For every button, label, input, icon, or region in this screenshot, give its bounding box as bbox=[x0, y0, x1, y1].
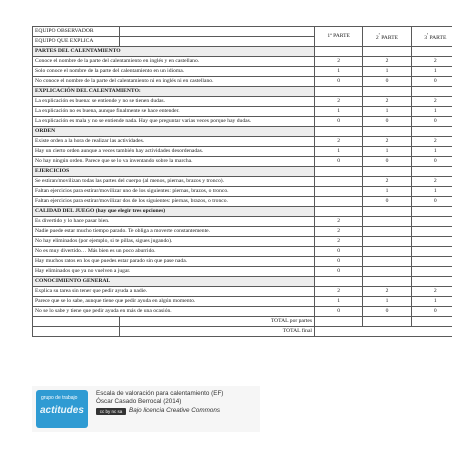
score-cell-part-2[interactable] bbox=[363, 227, 411, 237]
criterion-row bbox=[33, 147, 452, 157]
part-3-label: PARTE bbox=[429, 34, 447, 41]
section-header-row bbox=[33, 87, 452, 97]
section-header-row bbox=[33, 167, 452, 177]
section-part-cell bbox=[411, 277, 452, 287]
section-header-row bbox=[33, 207, 452, 217]
section-title: ORDEN bbox=[33, 127, 315, 137]
score-cell-part-1[interactable]: 2 bbox=[315, 227, 363, 237]
score-cell-part-1[interactable]: 2 bbox=[315, 237, 363, 247]
score-cell-part-1[interactable]: 1 bbox=[315, 297, 363, 307]
criterion-row bbox=[33, 237, 452, 247]
score-cell-part-2[interactable]: 0 bbox=[363, 307, 411, 317]
total-final-value[interactable] bbox=[315, 327, 452, 337]
score-cell-part-3[interactable]: 1 bbox=[411, 147, 452, 157]
total-by-parts-part-2[interactable] bbox=[363, 317, 411, 327]
credit-title: Escala de valoración para calentamiento (EF) bbox=[96, 390, 224, 397]
section-part-cell bbox=[363, 277, 411, 287]
criterion-row bbox=[33, 257, 452, 267]
score-cell-part-2[interactable]: 2 bbox=[363, 177, 411, 187]
criterion-text: No hay eliminados (por ejemplo, si te pillas, sigues jugando). bbox=[33, 237, 315, 247]
logo-top-text: grupo de trabajo bbox=[41, 395, 78, 401]
score-cell-part-1[interactable] bbox=[315, 197, 363, 207]
credit-text bbox=[96, 390, 223, 415]
criterion-row bbox=[33, 287, 452, 297]
criterion-text: No conoce el nombre de la parte del calentamiento ni en inglés ni en castellano. bbox=[33, 77, 315, 87]
criterion-row bbox=[33, 157, 452, 167]
section-part-cell bbox=[411, 167, 452, 177]
section-title: PARTES DEL CALENTAMIENTO bbox=[33, 47, 315, 57]
score-cell-part-3[interactable]: 1 bbox=[411, 67, 452, 77]
criterion-text: Es divertido y lo hace pasar bien. bbox=[33, 217, 315, 227]
score-cell-part-3[interactable]: 0 bbox=[411, 77, 452, 87]
section-title: CONOCIMIENTO GENERAL bbox=[33, 277, 315, 287]
score-cell-part-2[interactable]: 1 bbox=[363, 147, 411, 157]
criterion-text: Solo conoce el nombre de la parte del calentamiento en un idioma. bbox=[33, 67, 315, 77]
criterion-text: La explicación es mala y no se entiende nada. Hay que preguntar varias veces porque hay dudas. bbox=[33, 117, 315, 127]
score-cell-part-3[interactable] bbox=[411, 257, 452, 267]
criterion-row bbox=[33, 97, 452, 107]
total-spacer bbox=[33, 327, 120, 337]
total-final-row bbox=[33, 327, 452, 337]
score-cell-part-3[interactable]: 2 bbox=[411, 287, 452, 297]
total-final-label: TOTAL final bbox=[120, 327, 315, 337]
section-part-cell bbox=[411, 127, 452, 137]
part-3-num: 3 bbox=[424, 34, 428, 41]
score-cell-part-1[interactable]: 0 bbox=[315, 257, 363, 267]
score-cell-part-2[interactable]: 0 bbox=[363, 157, 411, 167]
criterion-row bbox=[33, 107, 452, 117]
criterion-text: Nadie puede estar mucho tiempo parado. Te obliga a moverte constantemente. bbox=[33, 227, 315, 237]
criterion-row bbox=[33, 57, 452, 67]
section-header-row bbox=[33, 47, 452, 57]
section-part-cell bbox=[315, 277, 363, 287]
logo-main-text: actitudes bbox=[40, 405, 84, 416]
license-row bbox=[96, 407, 223, 415]
total-by-parts-row bbox=[33, 317, 452, 327]
explainer-label: EQUIPO QUE EXPLICA bbox=[33, 37, 120, 47]
part-2-sup: ª bbox=[378, 32, 380, 38]
score-cell-part-2[interactable]: 2 bbox=[363, 137, 411, 147]
score-cell-part-2[interactable]: 1 bbox=[363, 107, 411, 117]
criterion-text: Existe orden a la hora de realizar las actividades. bbox=[33, 137, 315, 147]
score-cell-part-2[interactable]: 2 bbox=[363, 57, 411, 67]
credit-author: Óscar Casado Berrocal (2014) bbox=[96, 398, 182, 405]
criterion-text: No es muy divertido… Más bien es un poco aburrido. bbox=[33, 247, 315, 257]
section-part-cell bbox=[411, 87, 452, 97]
score-cell-part-2[interactable]: 1 bbox=[363, 297, 411, 307]
part-3-header bbox=[411, 27, 452, 47]
criterion-row bbox=[33, 297, 452, 307]
score-cell-part-2[interactable]: 0 bbox=[363, 77, 411, 87]
score-cell-part-1[interactable]: 0 bbox=[315, 247, 363, 257]
criterion-row bbox=[33, 307, 452, 317]
score-cell-part-3[interactable]: 0 bbox=[411, 307, 452, 317]
criterion-text: Parece que se lo sabe, aunque tiene que pedir ayuda en algún momento. bbox=[33, 297, 315, 307]
score-cell-part-2[interactable] bbox=[363, 267, 411, 277]
part-1-num: 1ª bbox=[327, 33, 332, 39]
score-cell-part-1[interactable]: 1 bbox=[315, 107, 363, 117]
criterion-row bbox=[33, 67, 452, 77]
part-2-label: PARTE bbox=[381, 34, 399, 41]
section-part-cell bbox=[363, 47, 411, 57]
criterion-row bbox=[33, 217, 452, 227]
score-cell-part-2[interactable] bbox=[363, 247, 411, 257]
score-cell-part-1[interactable]: 2 bbox=[315, 57, 363, 67]
score-cell-part-1[interactable]: 0 bbox=[315, 117, 363, 127]
criterion-text: La explicación es buena: se entiende y no se tienen dudas. bbox=[33, 97, 315, 107]
score-cell-part-3[interactable]: 0 bbox=[411, 197, 452, 207]
criterion-text: Hay eliminados que ya no vuelven a jugar. bbox=[33, 267, 315, 277]
criterion-row bbox=[33, 267, 452, 277]
score-cell-part-3[interactable]: 2 bbox=[411, 57, 452, 67]
criterion-row bbox=[33, 247, 452, 257]
criterion-row bbox=[33, 77, 452, 87]
score-cell-part-1[interactable]: 0 bbox=[315, 157, 363, 167]
section-part-cell bbox=[363, 167, 411, 177]
total-by-parts-label: TOTAL por partes bbox=[120, 317, 315, 327]
criterion-text: Se estiran/movilizan todas las partes del cuerpo (al menos, piernas, brazos y tronco). bbox=[33, 177, 315, 187]
part-1-header bbox=[315, 27, 363, 47]
section-part-cell bbox=[315, 127, 363, 137]
score-cell-part-3[interactable]: 1 bbox=[411, 107, 452, 117]
criterion-row bbox=[33, 137, 452, 147]
criterion-text: Faltan ejercicios para estirar/movilizar uno de los siguientes: piernas, brazos, o tronco. bbox=[33, 187, 315, 197]
section-header-row bbox=[33, 127, 452, 137]
criterion-row bbox=[33, 227, 452, 237]
criterion-text: No se lo sabe y tiene que pedir ayuda en más de una ocasión. bbox=[33, 307, 315, 317]
section-header-row bbox=[33, 277, 452, 287]
score-cell-part-3[interactable] bbox=[411, 237, 452, 247]
score-cell-part-2[interactable]: 2 bbox=[363, 287, 411, 297]
part-2-num: 2 bbox=[375, 34, 379, 41]
part-2-header bbox=[363, 27, 411, 47]
score-cell-part-2[interactable] bbox=[363, 237, 411, 247]
score-cell-part-3[interactable]: 1 bbox=[411, 297, 452, 307]
section-part-cell bbox=[411, 207, 452, 217]
section-part-cell bbox=[411, 47, 452, 57]
score-cell-part-1[interactable]: 2 bbox=[315, 137, 363, 147]
score-cell-part-1[interactable] bbox=[315, 177, 363, 187]
score-cell-part-2[interactable]: 0 bbox=[363, 197, 411, 207]
header-row-observer bbox=[33, 27, 452, 37]
score-cell-part-2[interactable]: 1 bbox=[363, 67, 411, 77]
explainer-input[interactable] bbox=[120, 37, 315, 47]
section-title: EXPLICACIÓN DEL CALENTAMIENTO: bbox=[33, 87, 315, 97]
score-cell-part-3[interactable]: 2 bbox=[411, 97, 452, 107]
section-part-cell bbox=[363, 207, 411, 217]
criterion-text: Hay muchos ratos en los que puedes estar parado sin que pase nada. bbox=[33, 257, 315, 267]
score-cell-part-1[interactable]: 0 bbox=[315, 267, 363, 277]
total-spacer bbox=[33, 317, 120, 327]
criterion-text: Conoce el nombre de la parte del calentamiento en inglés y en castellano. bbox=[33, 57, 315, 67]
score-cell-part-3[interactable]: 2 bbox=[411, 177, 452, 187]
score-cell-part-2[interactable] bbox=[363, 257, 411, 267]
score-cell-part-3[interactable] bbox=[411, 247, 452, 257]
score-cell-part-1[interactable]: 2 bbox=[315, 217, 363, 227]
section-part-cell bbox=[315, 87, 363, 97]
score-cell-part-3[interactable]: 0 bbox=[411, 117, 452, 127]
criterion-text: Explica su tarea sin tener que pedir ayuda a nadie. bbox=[33, 287, 315, 297]
score-cell-part-1[interactable]: 2 bbox=[315, 97, 363, 107]
score-cell-part-1[interactable]: 2 bbox=[315, 287, 363, 297]
score-cell-part-2[interactable]: 2 bbox=[363, 97, 411, 107]
criterion-text: Hay un cierto orden aunque a veces también hay actividades desordenadas. bbox=[33, 147, 315, 157]
score-cell-part-3[interactable]: 0 bbox=[411, 157, 452, 167]
section-title: CALIDAD DEL JUEGO (hay que elegir tres opciones) bbox=[33, 207, 315, 217]
criterion-row bbox=[33, 117, 452, 127]
score-cell-part-3[interactable]: 2 bbox=[411, 137, 452, 147]
section-part-cell bbox=[363, 87, 411, 97]
criterion-row bbox=[33, 197, 452, 207]
score-cell-part-3[interactable] bbox=[411, 227, 452, 237]
criterion-text: La explicación no es buena, aunque finalmente se hace entender. bbox=[33, 107, 315, 117]
observer-input[interactable] bbox=[120, 27, 315, 37]
score-cell-part-3[interactable]: 1 bbox=[411, 187, 452, 197]
score-cell-part-1[interactable]: 0 bbox=[315, 77, 363, 87]
total-by-parts-part-1[interactable] bbox=[315, 317, 363, 327]
section-part-cell bbox=[315, 47, 363, 57]
total-by-parts-part-3[interactable] bbox=[411, 317, 452, 327]
score-cell-part-2[interactable] bbox=[363, 217, 411, 227]
observer-label: EQUIPO OBSERVADOR bbox=[33, 27, 120, 37]
credit-badge bbox=[32, 386, 260, 432]
license-text: Bajo licencia Creative Commons bbox=[129, 407, 220, 414]
group-logo bbox=[36, 390, 88, 428]
score-cell-part-2[interactable]: 0 bbox=[363, 117, 411, 127]
criterion-row bbox=[33, 177, 452, 187]
criterion-row bbox=[33, 187, 452, 197]
part-3-sup: ª bbox=[427, 32, 429, 38]
score-cell-part-1[interactable] bbox=[315, 187, 363, 197]
part-1-label: PARTE bbox=[333, 33, 350, 39]
criterion-text: Faltan ejercicios para estirar/movilizar dos de los siguientes: piernas, brazos, o tronco. bbox=[33, 197, 315, 207]
score-cell-part-3[interactable] bbox=[411, 217, 452, 227]
rubric-sheet bbox=[32, 26, 452, 337]
section-part-cell bbox=[315, 207, 363, 217]
section-part-cell bbox=[363, 127, 411, 137]
score-cell-part-1[interactable]: 0 bbox=[315, 307, 363, 317]
score-cell-part-1[interactable]: 1 bbox=[315, 67, 363, 77]
score-cell-part-3[interactable] bbox=[411, 267, 452, 277]
creative-commons-icon: cc by nc sa bbox=[96, 408, 126, 415]
section-part-cell bbox=[315, 167, 363, 177]
section-title: EJERCICIOS bbox=[33, 167, 315, 177]
score-cell-part-2[interactable]: 1 bbox=[363, 187, 411, 197]
rubric-table bbox=[32, 26, 452, 337]
criterion-text: No hay ningún orden. Parece que se lo va inventando sobre la marcha. bbox=[33, 157, 315, 167]
score-cell-part-1[interactable]: 1 bbox=[315, 147, 363, 157]
